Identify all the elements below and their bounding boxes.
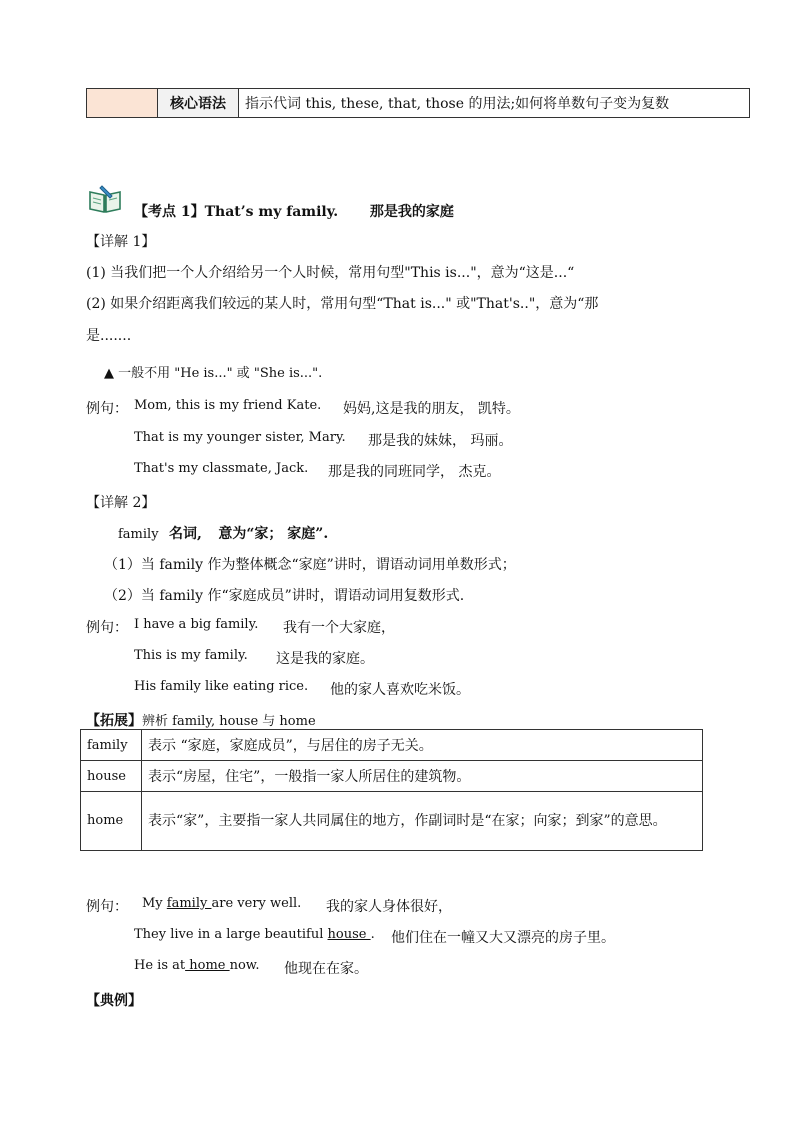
underlined-word: home — [185, 958, 230, 973]
example-cn-1: 妈妈,这是我的朋友， 凯特。 — [343, 401, 520, 417]
def-pos: 名词, — [169, 526, 202, 542]
xiangjie1-heading: 【详解 1】 — [86, 234, 156, 250]
example-en-3: That's my classmate, Jack. — [134, 461, 309, 476]
xiangjie2-definition — [118, 523, 328, 543]
example-en-4: I have a big family. — [134, 617, 259, 632]
example-text: He is at — [134, 958, 186, 973]
core-grammar-content: 指示代词 this, these, that, those 的用法;如何将单数句子变为复数 — [245, 96, 670, 112]
example-cn-2: 那是我的妹妹， 玛丽。 — [368, 433, 513, 449]
example-en-5: This is my family. — [134, 648, 248, 663]
tuozhan-heading-rest: 辨析 family, house 与 home — [142, 714, 316, 729]
example-text: They live in a large beautiful — [134, 927, 328, 942]
table-cell-blank — [87, 89, 158, 117]
xiangjie1-p2b: 是....... — [86, 328, 132, 344]
underlined-word: family — [166, 896, 212, 911]
example-en-8 — [134, 927, 375, 942]
compare-table — [80, 729, 703, 851]
table-row — [81, 792, 703, 851]
table-cell-word: house — [81, 761, 142, 792]
example-text: . — [370, 927, 375, 942]
table-row — [81, 761, 703, 792]
book-pencil-icon — [88, 184, 122, 214]
def-meaning: 意为“家； 家庭”. — [218, 526, 329, 542]
table-cell-desc: 表示 “家庭，家庭成员”，与居住的房子无关。 — [142, 730, 703, 761]
table-cell-word: family — [81, 730, 142, 761]
xiangjie1-p1: (1) 当我们把一个人介绍给另一个人时候，常用句型"This is..."，意为“这是...“ — [86, 265, 575, 281]
tuozhan-heading-bold: 【拓展】 — [86, 713, 142, 729]
xiangjie2-rule1: （1）当 family 作为整体概念“家庭”讲时，谓语动词用单数形式； — [104, 557, 516, 573]
example-label: 例句： — [86, 401, 128, 417]
example-en-1: Mom, this is my friend Kate. — [134, 398, 322, 413]
example-cn-6: 他的家人喜欢吃米饭。 — [330, 682, 470, 698]
table-cell-desc: 表示“房屋，住宅”，一般指一家人所居住的建筑物。 — [142, 761, 703, 792]
xiangjie2-heading: 【详解 2】 — [86, 495, 156, 511]
example-en-6: His family like eating rice. — [134, 679, 309, 694]
table-cell-word: home — [81, 792, 142, 851]
example-cn-4: 我有一个大家庭， — [283, 620, 395, 636]
table-cell-desc: 表示“家”，主要指一家人共同属住的地方，作副词时是“在家；向家；到家”的意思。 — [142, 792, 703, 851]
core-grammar-table — [86, 88, 750, 118]
example-label: 例句： — [86, 620, 128, 636]
tuozhan-heading — [86, 710, 316, 730]
example-cn-8: 他们住在一幢又大又漂亮的房子里。 — [391, 930, 615, 946]
xiangjie1-p2a: (2) 如果介绍距离我们较远的某人时，常用句型“That is..." 或"That's.."，意为“那 — [86, 296, 599, 312]
example-en-9 — [134, 958, 260, 973]
kaodian-title-en: 【考点 1】That’s my family. — [134, 204, 339, 220]
example-text: now. — [229, 958, 260, 973]
example-en-7 — [142, 896, 301, 911]
example-cn-5: 这是我的家庭。 — [276, 651, 374, 667]
def-word: family — [118, 527, 159, 542]
example-en-2: That is my younger sister, Mary. — [134, 430, 346, 445]
core-grammar-label: 核心语法 — [158, 89, 239, 117]
example-label: 例句： — [86, 899, 128, 915]
example-text: My — [142, 896, 167, 911]
example-cn-7: 我的家人身体很好， — [326, 899, 452, 915]
table-row — [81, 730, 703, 761]
xiangjie1-note: ▲ 一般不用 "He is..." 或 "She is...". — [104, 366, 323, 381]
underlined-word: house — [327, 927, 371, 942]
example-cn-9: 他现在在家。 — [284, 961, 368, 977]
dianli-heading: 【典例】 — [86, 993, 142, 1009]
kaodian-title-cn: 那是我的家庭 — [369, 204, 454, 220]
xiangjie2-rule2: （2）当 family 作“家庭成员”讲时，谓语动词用复数形式. — [104, 588, 465, 604]
kaodian-title — [134, 201, 454, 221]
example-cn-3: 那是我的同班同学， 杰克。 — [328, 464, 501, 480]
example-text: are very well. — [211, 896, 302, 911]
